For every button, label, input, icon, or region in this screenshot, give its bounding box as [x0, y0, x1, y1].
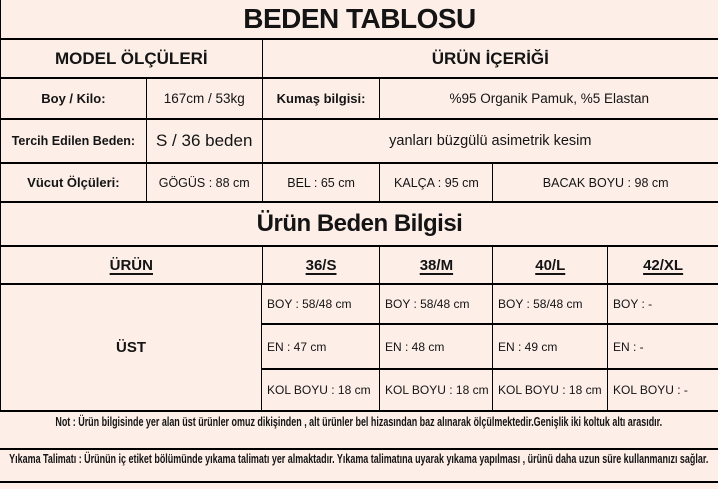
size-header-42xl: 42/XL — [643, 256, 684, 274]
size-measurement-rows — [262, 285, 718, 410]
size-section-title: Ürün Beden Bilgisi — [256, 210, 463, 237]
product-label: ÜST — [1, 285, 262, 410]
measurement-note: Not : Ürün bilgisinde yer alan üst ürünler omuz dikişinden , alt ürünler bel hizasından baz alınarak ölçülmektedir.Genişlik iki koltuk altı arasıdır. — [55, 414, 663, 429]
sleeve-42xl: KOL BOYU : - — [613, 383, 688, 397]
chest-measurement: GÖGÜS : 88 cm — [147, 164, 263, 201]
length-42xl: BOY : - — [613, 297, 653, 311]
height-weight-label: Boy / Kilo: — [1, 79, 147, 118]
size-measurements-body — [1, 285, 718, 412]
width-36s: EN : 47 cm — [262, 325, 380, 368]
body-measurements-row — [1, 164, 718, 203]
washing-note: Yıkama Talimatı : Ürünün iç etiket bölümünde yıkama talimatı yer almaktadır. Yıkama talimatına uyarak yıkama yapılması , ürünü daha uzun süre kullanmanızı sağlar. — [9, 451, 709, 466]
size-columns-header-row — [1, 247, 718, 285]
length-38m: BOY : 58/48 cm — [380, 285, 493, 323]
page-title: BEDEN TABLOSU — [243, 3, 476, 34]
sleeve-row — [262, 370, 718, 410]
hip-measurement: KALÇA : 95 cm — [380, 164, 493, 201]
preferred-size-value: S / 36 beden — [147, 120, 263, 162]
size-section-title-row — [1, 203, 718, 247]
sleeve-38m: KOL BOYU : 18 cm — [380, 370, 493, 410]
width-38m: EN : 48 cm — [380, 325, 493, 368]
height-weight-value: 167cm / 53kg — [147, 79, 263, 118]
leg-measurement: BACAK BOYU : 98 cm — [542, 175, 669, 190]
product-column-header: ÜRÜN — [1, 247, 263, 283]
length-row — [262, 285, 718, 325]
product-content-header: ÜRÜN İÇERİĞİ — [431, 48, 549, 68]
table-title-row — [1, 0, 718, 40]
waist-measurement: BEL : 65 cm — [263, 164, 381, 201]
section-headers-row — [1, 40, 718, 79]
width-42xl: EN : - — [613, 339, 644, 354]
body-measurements-label: Vücut Ölçüleri: — [1, 164, 147, 201]
measurement-note-row — [0, 412, 718, 450]
fabric-label: Kumaş bilgisi: — [263, 79, 381, 118]
size-header-40l: 40/L — [493, 247, 608, 283]
cut-info: yanları büzgülü asimetrik kesim — [389, 133, 592, 149]
width-row — [262, 325, 718, 370]
height-weight-fabric-row — [1, 79, 718, 120]
width-40l: EN : 49 cm — [493, 325, 608, 368]
sleeve-36s: KOL BOYU : 18 cm — [262, 370, 380, 410]
length-36s: BOY : 58/48 cm — [262, 285, 380, 323]
preferred-size-row — [1, 120, 718, 164]
model-measurements-header: MODEL ÖLÇÜLERİ — [1, 40, 263, 77]
sleeve-40l: KOL BOYU : 18 cm — [493, 370, 608, 410]
size-header-36s: 36/S — [263, 247, 381, 283]
size-header-38m: 38/M — [380, 247, 493, 283]
fabric-value: %95 Organik Pamuk, %5 Elastan — [449, 91, 650, 106]
washing-note-row — [0, 450, 718, 483]
length-40l: BOY : 58/48 cm — [493, 285, 608, 323]
preferred-size-label: Tercih Edilen Beden: — [1, 120, 147, 162]
